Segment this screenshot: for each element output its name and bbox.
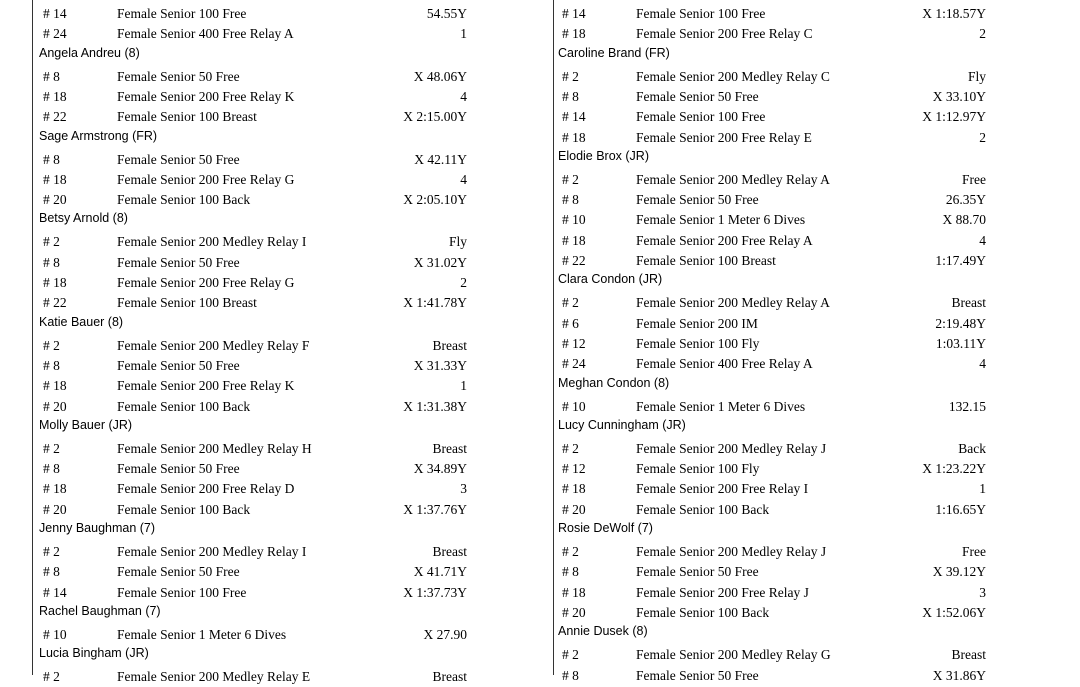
event-entry-row [552,459,998,479]
event-result: 132.15 [948,398,986,414]
event-number: # 2 [562,295,579,311]
event-entry-row [552,500,998,520]
swimmer-name: Elodie Brox (JR) [558,148,649,163]
event-result: X 1:37.76Y [403,501,467,517]
event-entry-row [33,479,553,499]
swimmer-name: Lucia Bingham (JR) [39,646,149,661]
event-entry-row [552,128,998,148]
event-result: X 88.70 [942,212,986,228]
event-number: # 6 [562,315,579,331]
event-entry-row [552,107,998,127]
event-name: Female Senior 200 Medley Relay H [117,440,312,456]
event-entry-row [552,354,998,374]
event-result: Breast [432,337,467,353]
event-name: Female Senior 100 Free [117,6,247,21]
event-number: # 14 [43,6,67,21]
event-entry-row [33,667,553,687]
event-result: X 31.33Y [413,357,467,373]
event-number: # 10 [562,398,586,414]
event-name: Female Senior 100 Fly [636,335,760,351]
event-number: # 12 [562,461,586,477]
event-entry-row [552,4,998,24]
event-number: # 8 [43,564,60,580]
event-entry-row [552,67,998,87]
event-name: Female Senior 400 Free Relay A [117,26,294,42]
event-number: # 8 [43,461,60,477]
event-result: X 1:37.73Y [403,584,467,600]
event-name: Female Senior 200 Medley Relay E [117,669,311,685]
event-name: Female Senior 200 Medley Relay G [636,647,831,663]
event-name: Female Senior 200 Free Relay I [636,481,809,497]
event-name: Female Senior 100 Back [117,501,251,517]
event-result: 1 [460,26,467,42]
event-entry-row [33,107,553,127]
event-entry-row [33,376,553,396]
event-number: # 24 [562,356,586,372]
swimmer-name: Lucy Cunningham (JR) [558,417,686,432]
swimmer-name: Molly Bauer (JR) [39,417,133,432]
event-name: Female Senior 100 Fly [636,461,760,477]
event-number: # 18 [562,129,586,145]
event-entry-row [552,479,998,499]
event-entry-row [33,500,553,520]
event-number: # 18 [562,584,586,600]
event-result: X 1:23.22Y [922,461,986,477]
event-name: Female Senior 100 Free [117,584,247,600]
swimmer-name: Annie Dusek (8) [558,624,648,639]
left-column [32,0,554,685]
right-column [552,0,998,683]
event-result: X 27.90 [423,626,467,642]
event-result: 3 [460,481,467,497]
event-result: 2 [979,129,986,145]
event-entry-row [33,190,553,210]
event-name: Female Senior 50 Free [117,357,240,373]
event-name: Female Senior 100 Back [117,192,251,208]
event-entry-row [33,562,553,582]
swimmer-name: Katie Bauer (8) [39,314,124,329]
event-result: Breast [432,669,467,685]
event-name: Female Senior 200 Free Relay J [636,584,809,600]
event-entry-row [552,231,998,251]
event-result: X 1:18.57Y [922,6,986,21]
event-result: 1:17.49Y [935,253,986,268]
event-number: # 8 [43,68,60,84]
event-name: Female Senior 200 Free Relay E [636,129,812,145]
event-name: Female Senior 50 Free [117,461,240,477]
event-result: Free [962,544,986,559]
event-number: # 10 [43,626,67,642]
event-number: # 22 [562,253,586,268]
event-number: # 2 [562,68,579,84]
event-entry-row [33,4,553,24]
event-entry-row [33,293,553,313]
event-result: X 1:31.38Y [403,398,467,414]
event-name: Female Senior 200 IM [636,315,758,331]
event-entry-row [33,24,553,44]
event-name: Female Senior 50 Free [117,68,240,84]
event-entry-row [33,170,553,190]
event-entry-row [552,87,998,107]
event-name: Female Senior 200 Medley Relay I [117,544,307,559]
event-result: Free [962,171,986,187]
event-number: # 10 [562,212,586,228]
event-number: # 2 [43,337,60,353]
event-result: 4 [979,356,986,372]
event-number: # 20 [43,192,67,208]
swimmer-name: Caroline Brand (FR) [558,45,670,60]
event-entry-row [33,150,553,170]
event-result: 2 [979,26,986,42]
event-result: 2:19.48Y [935,315,986,331]
event-name: Female Senior 100 Back [636,604,770,620]
event-name: Female Senior 200 Free Relay G [117,275,295,290]
event-result: 4 [979,232,986,248]
event-number: # 24 [43,26,67,42]
event-entry-row [33,625,553,645]
event-entry-row [552,210,998,230]
event-entry-row [33,583,553,603]
event-entry-row [552,314,998,334]
swimmer-name: Rachel Baughman (7) [39,603,161,618]
event-name: Female Senior 100 Breast [636,253,776,268]
event-number: # 20 [43,501,67,517]
event-number: # 2 [562,171,579,187]
event-name: Female Senior 50 Free [636,564,759,580]
event-number: # 20 [43,398,67,414]
event-number: # 8 [562,667,579,683]
event-result: Breast [951,647,986,663]
event-name: Female Senior 200 Free Relay A [636,232,813,248]
event-entry-row [33,87,553,107]
event-result: X 31.02Y [413,254,467,270]
event-name: Female Senior 200 Medley Relay F [117,337,310,353]
event-entry-row [33,336,553,356]
event-number: # 18 [43,88,67,104]
event-entry-row [552,170,998,190]
event-result: 1 [460,378,467,394]
event-name: Female Senior 200 Medley Relay A [636,295,830,311]
event-result: Fly [967,68,986,84]
event-result: Fly [448,234,467,250]
event-name: Female Senior 50 Free [117,564,240,580]
event-name: Female Senior 200 Free Relay C [636,26,813,42]
event-name: Female Senior 50 Free [636,192,759,208]
event-result: X 31.86Y [932,667,986,683]
event-name: Female Senior 100 Free [636,109,766,125]
event-result: Breast [951,295,986,311]
swimmer-name: Betsy Arnold (8) [39,211,128,226]
event-result: X 33.10Y [932,88,986,104]
swimmer-name: Clara Condon (JR) [558,272,663,287]
event-entry-row [552,334,998,354]
event-entry-row [552,251,998,271]
event-name: Female Senior 1 Meter 6 Dives [117,626,287,642]
event-entry-row [552,190,998,210]
event-result: 26.35Y [945,192,986,208]
event-number: # 20 [562,501,586,517]
event-number: # 2 [43,234,60,250]
event-result: Back [958,440,986,456]
event-name: Female Senior 50 Free [636,88,759,104]
event-name: Female Senior 200 Medley Relay J [636,544,827,559]
event-result: X 39.12Y [932,564,986,580]
event-result: X 41.71Y [413,564,467,580]
event-entry-row [33,397,553,417]
event-name: Female Senior 100 Breast [117,295,257,311]
event-name: Female Senior 200 Medley Relay I [117,234,307,250]
swimmer-name: Meghan Condon (8) [558,375,670,390]
swimmer-name: Angela Andreu (8) [39,45,140,60]
event-name: Female Senior 400 Free Relay A [636,356,813,372]
event-name: Female Senior 100 Back [117,398,251,414]
event-number: # 2 [43,440,60,456]
swimmer-name: Sage Armstrong (FR) [39,128,158,143]
event-entry-row [552,583,998,603]
event-result: Breast [432,440,467,456]
event-result: 54.55Y [426,6,467,21]
event-number: # 18 [562,26,586,42]
event-number: # 18 [562,481,586,497]
event-name: Female Senior 200 Medley Relay J [636,440,827,456]
event-entry-row [552,542,998,562]
event-name: Female Senior 200 Free Relay K [117,88,295,104]
event-name: Female Senior 200 Free Relay D [117,481,295,497]
event-name: Female Senior 50 Free [117,254,240,270]
event-number: # 18 [43,481,67,497]
event-number: # 8 [43,254,60,270]
event-entry-row [552,562,998,582]
event-name: Female Senior 50 Free [636,667,759,683]
event-result: X 1:52.06Y [922,604,986,620]
event-number: # 12 [562,335,586,351]
event-entry-row [552,666,998,686]
event-number: # 22 [43,109,67,125]
event-number: # 2 [562,647,579,663]
event-number: # 8 [562,88,579,104]
event-entry-row [33,356,553,376]
event-name: Female Senior 100 Back [636,501,770,517]
event-result: X 42.11Y [414,151,467,167]
event-number: # 18 [562,232,586,248]
event-name: Female Senior 100 Breast [117,109,257,125]
event-result: 4 [460,171,467,187]
event-result: 1 [979,481,986,497]
event-entry-row [552,24,998,44]
event-entry-row [33,542,553,562]
event-entry-row [33,67,553,87]
event-entry-row [33,459,553,479]
event-entry-row [33,273,553,293]
event-result: 4 [460,88,467,104]
event-name: Female Senior 100 Free [636,6,766,21]
event-result: X 34.89Y [413,461,467,477]
event-name: Female Senior 50 Free [117,151,240,167]
event-name: Female Senior 200 Medley Relay A [636,171,830,187]
event-result: X 2:15.00Y [403,109,467,125]
event-entry-row [552,603,998,623]
event-number: # 8 [562,564,579,580]
event-result: 2 [460,275,467,290]
event-number: # 14 [562,6,586,21]
event-result: 1:16.65Y [935,501,986,517]
event-number: # 8 [43,151,60,167]
event-name: Female Senior 200 Free Relay K [117,378,295,394]
swimmer-name: Jenny Baughman (7) [39,521,156,535]
event-name: Female Senior 1 Meter 6 Dives [636,212,806,228]
event-name: Female Senior 1 Meter 6 Dives [636,398,806,414]
event-number: # 2 [43,544,60,559]
event-result: 1:03.11Y [935,335,986,351]
event-number: # 8 [562,192,579,208]
event-number: # 8 [43,357,60,373]
event-entry-row [33,253,553,273]
event-number: # 2 [43,669,60,685]
event-result: X 1:12.97Y [922,109,986,125]
event-number: # 14 [43,584,67,600]
event-name: Female Senior 200 Medley Relay C [636,68,830,84]
event-number: # 20 [562,604,586,620]
event-entry-row [552,293,998,313]
event-entry-row [33,439,553,459]
event-number: # 2 [562,440,579,456]
event-number: # 22 [43,295,67,311]
event-result: 3 [979,584,986,600]
event-result: X 1:41.78Y [403,295,467,311]
event-number: # 14 [562,109,586,125]
event-entry-row [552,645,998,665]
event-number: # 18 [43,171,67,187]
swimmer-name: Rosie DeWolf (7) [558,521,653,535]
event-name: Female Senior 200 Free Relay G [117,171,295,187]
event-number: # 18 [43,378,67,394]
event-number: # 18 [43,275,67,290]
event-result: X 2:05.10Y [403,192,467,208]
event-entry-row [552,397,998,417]
event-entry-row [552,439,998,459]
event-number: # 2 [562,544,579,559]
event-result: X 48.06Y [413,68,467,84]
event-result: Breast [432,544,467,559]
event-entry-row [33,232,553,252]
